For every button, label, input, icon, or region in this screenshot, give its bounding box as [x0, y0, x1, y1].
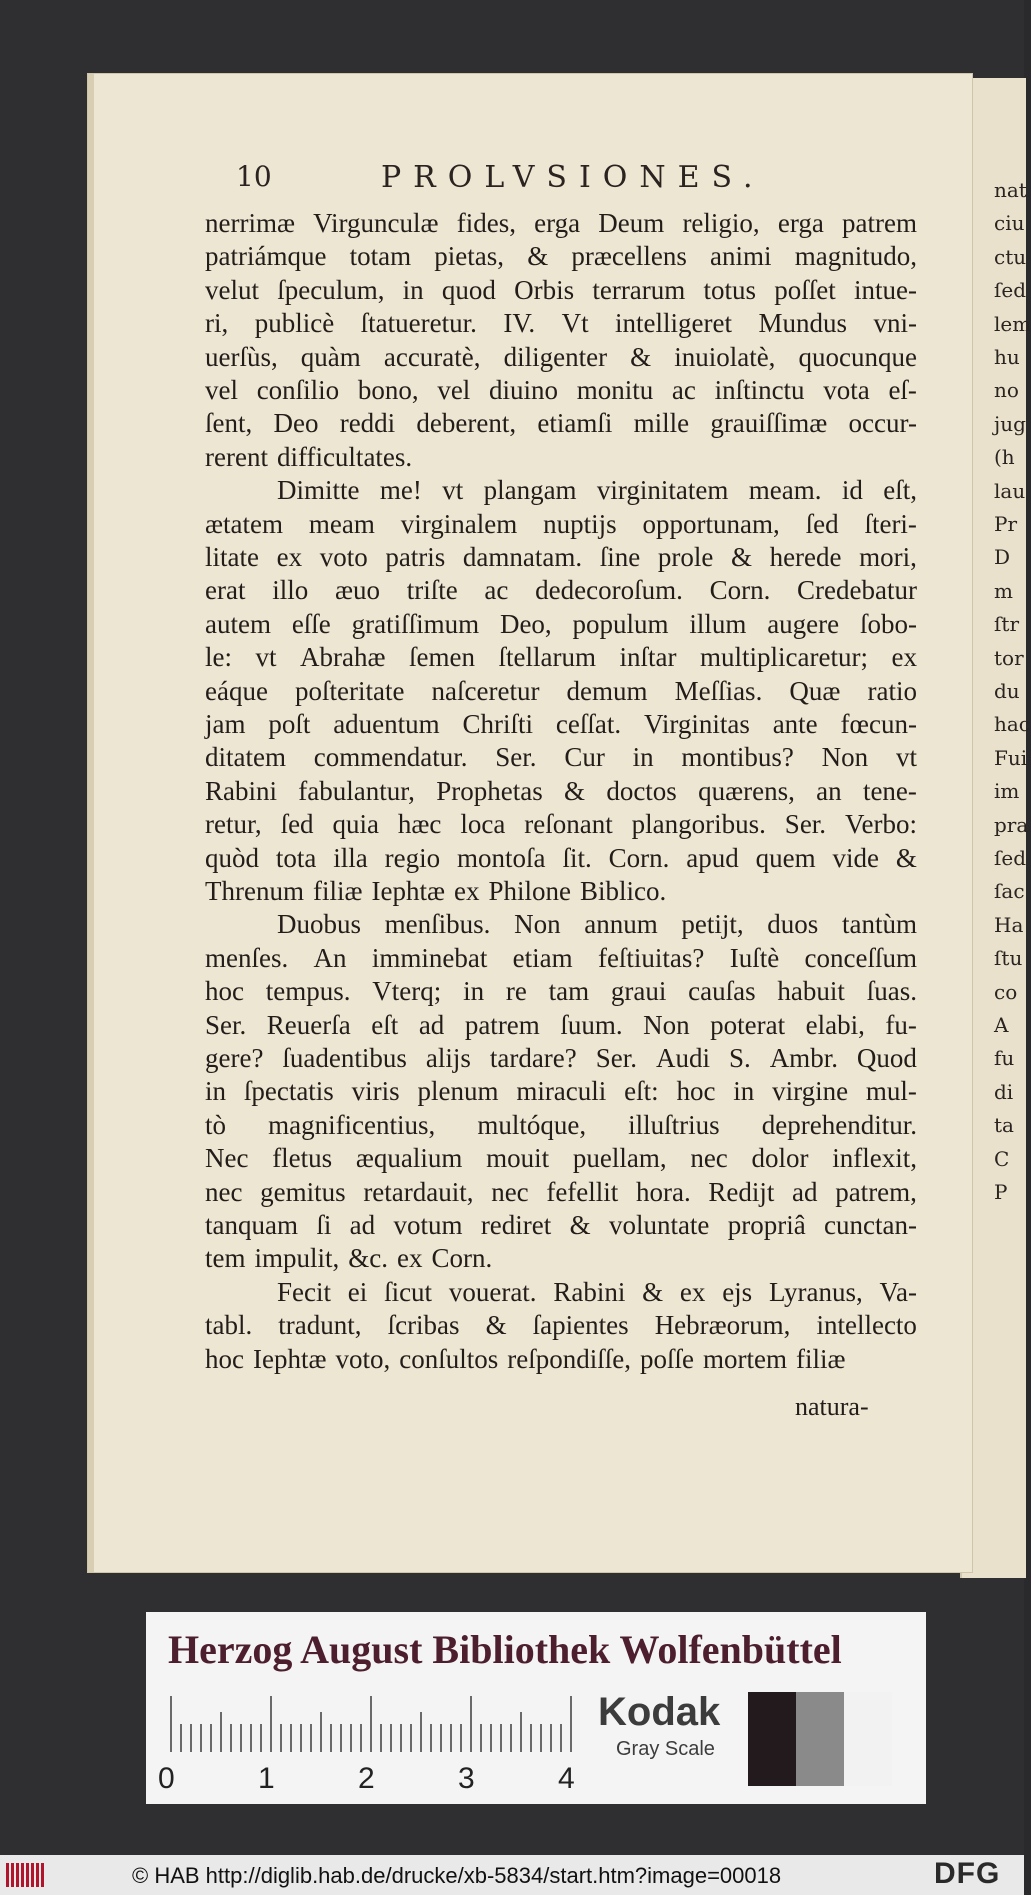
adjacent-page-fragment: hac: [994, 712, 1031, 737]
text-line: ditatem commendatur. Ser. Cur in montibus? Non vt: [205, 742, 917, 773]
adjacent-page-fragment: co: [994, 979, 1018, 1004]
dfg-logo: DFG: [934, 1857, 1001, 1890]
text-line: Duobus menſibus. Non annum petijt, duos tantùm: [277, 909, 917, 940]
adjacent-page-fragment: di: [994, 1079, 1014, 1104]
text-line: menſes. An imminebat etiam feſtiuitas? Iuſtè conceſſum: [205, 942, 917, 973]
adjacent-page-fragment: ſac: [994, 879, 1025, 904]
ruler-tick: [560, 1724, 562, 1752]
library-name: Herzog August Bibliothek Wolfenbüttel: [168, 1627, 842, 1672]
ruler-tick: [190, 1724, 192, 1752]
gray-patch-mid: [796, 1692, 844, 1786]
text-line: ri, publicè ſtatueretur. IV. Vt intelligeret Mundus vni-: [205, 308, 917, 339]
adjacent-page-fragment: Fui: [994, 745, 1028, 770]
text-line: quòd tota illa regio montoſa ſit. Corn. apud quem vide &: [205, 842, 917, 873]
ruler-tick: [360, 1724, 362, 1752]
ruler-scale: [170, 1696, 582, 1752]
ruler-tick: [230, 1724, 232, 1752]
text-line: in ſpectatis viris plenum miraculi eſt: hoc in virgine mul-: [205, 1076, 917, 1107]
text-line: gere? ſuadentibus alijs tardare? Ser. Audi S. Ambr. Quod: [205, 1043, 917, 1073]
text-line: eáque poſteritate naſceretur demum Meſſias. Quæ ratio: [205, 675, 917, 706]
running-title: PROLVSIONES.: [381, 160, 765, 195]
text-line: tabl. tradunt, ſcribas & ſapientes Hebræorum, intellecto: [205, 1310, 917, 1341]
ruler-tick: [530, 1724, 532, 1752]
ruler-tick: [440, 1724, 442, 1752]
ruler-tick: [500, 1724, 502, 1752]
ruler-tick: [370, 1696, 372, 1752]
color-calibration-bar: [146, 1612, 926, 1804]
text-line: Fecit ei ſicut vouerat. Rabini & ex ejs Lyranus, Va-: [277, 1276, 917, 1307]
ruler-number: 0: [158, 1762, 175, 1795]
body-text: [205, 208, 917, 1408]
ruler-tick: [380, 1724, 382, 1752]
ruler-number: 2: [358, 1762, 375, 1795]
text-line: erat illo æuo triſte ac dedecoroſum. Corn. Credebatur: [205, 575, 917, 606]
adjacent-page-fragment: C: [994, 1146, 1010, 1171]
text-line: Rabini fabulantur, Prophetas & doctos quærens, an tene-: [205, 775, 917, 806]
adjacent-page-fragment: nat: [994, 178, 1027, 202]
ruler-tick: [250, 1724, 252, 1752]
adjacent-page-fragment: pra: [994, 812, 1029, 837]
text-line: autem eſſe gratiſſimum Deo, populum illum augere ſobo-: [205, 608, 917, 639]
text-line: Threnum filiæ Iephtæ ex Philone Biblico.: [205, 876, 667, 906]
adjacent-page-fragment: du: [994, 679, 1020, 703]
gray-patch-light: [844, 1692, 892, 1786]
ruler-tick: [240, 1724, 242, 1752]
adjacent-page-fragment: ſtu: [994, 946, 1023, 971]
ruler-tick: [540, 1724, 542, 1752]
ruler-tick: [200, 1724, 202, 1752]
ruler-tick: [510, 1724, 512, 1752]
text-line: hoc Iephtæ voto, conſultos reſpondiſſe, poſſe mortem filiæ: [205, 1343, 846, 1374]
text-line: velut ſpeculum, in quod Orbis terrarum totus poſſet intue-: [205, 274, 917, 305]
ruler-tick: [340, 1724, 342, 1752]
text-line: uerſùs, quàm accuratè, diligenter & inuiolatè, quocunque: [205, 341, 917, 372]
ruler-tick: [520, 1712, 522, 1752]
ruler-tick: [460, 1724, 462, 1752]
adjacent-page-fragment: tor: [994, 645, 1024, 670]
adjacent-page-fragment: m: [994, 578, 1013, 603]
text-line: jam poſt aduentum Chriſti ceſſat. Virginitas ante fœcun-: [205, 709, 917, 739]
page-header: [236, 160, 806, 204]
text-line: ſent, Deo reddi deberent, etiamſi mille grauiſſimæ occur-: [205, 408, 917, 439]
ruler-tick: [430, 1724, 432, 1752]
ruler-tick: [470, 1696, 472, 1752]
adjacent-page-fragment: (h: [994, 445, 1015, 470]
copyright-url[interactable]: © HAB http://diglib.hab.de/drucke/xb-5834/start.htm?image=00018: [132, 1863, 782, 1888]
text-line: retur, ſed quia hæc loca reſonant plangoribus. Ser. Verbo:: [205, 809, 917, 840]
text-line: Nec fletus æqualium mouit puellam, nec dolor inflexit,: [205, 1143, 917, 1174]
footer-bar: [0, 1855, 1024, 1895]
ruler-tick: [280, 1724, 282, 1752]
ruler-tick: [390, 1724, 392, 1752]
adjacent-page-fragment: ta: [994, 1113, 1014, 1138]
kodak-logo: Kodak: [598, 1690, 721, 1734]
adjacent-page-fragment: jug: [994, 411, 1026, 436]
adjacent-page-fragment: Ha: [994, 912, 1024, 937]
text-line: nec gemitus retardauit, nec fefellit hora. Redijt ad patrem,: [205, 1176, 917, 1207]
adjacent-page-fragment: Pr: [994, 512, 1018, 536]
adjacent-page-fragment: P: [994, 1180, 1008, 1204]
ruler-tick: [270, 1696, 272, 1752]
text-line: le: vt Abrahæ ſemen ſtellarum inſtar multiplicaretur; ex: [205, 642, 917, 673]
adjacent-page-fragment: ctu: [994, 244, 1027, 269]
ruler-tick: [480, 1724, 482, 1752]
text-line: tò magnificentius, multóque, illuſtrius deprehenditur.: [205, 1109, 917, 1140]
adjacent-page-fragment: ſed: [994, 278, 1027, 303]
text-line: vel conſilio bono, vel diuino monitu ac inſtinctu vota eſ-: [205, 375, 917, 405]
adjacent-page-fragment: A: [994, 1013, 1009, 1037]
text-line: hoc tempus. Vterq; in re tam graui cauſas habuit ſuas.: [205, 976, 917, 1007]
adjacent-page-fragment: D: [994, 545, 1011, 570]
ruler-tick: [400, 1724, 402, 1752]
ruler-tick: [260, 1724, 262, 1752]
ruler-tick: [290, 1724, 292, 1752]
ruler-number: 4: [558, 1762, 575, 1795]
text-line: rerent difficultates.: [205, 441, 413, 472]
ruler-tick: [450, 1724, 452, 1752]
ruler-tick: [350, 1724, 352, 1752]
text-line: Ser. Reuerſa eſt ad patrem ſuum. Non poterat elabi, fu-: [205, 1009, 917, 1040]
ruler-tick: [300, 1724, 302, 1752]
page-number: 10: [236, 160, 272, 193]
text-line: tanquam ſi ad votum rediret & voluntate propriâ cunctan-: [205, 1210, 917, 1240]
ruler-tick: [330, 1724, 332, 1752]
adjacent-page-fragment: fu: [994, 1046, 1015, 1071]
ruler-number: 1: [258, 1762, 275, 1795]
gray-patch-dark: [748, 1692, 796, 1786]
ruler-tick: [180, 1724, 182, 1752]
adjacent-page-fragment: lem: [994, 311, 1031, 336]
text-line: nerrimæ Virgunculæ fides, erga Deum religio, erga patrem: [205, 208, 917, 238]
catchword: natura-: [795, 1392, 869, 1421]
text-line: tem impulit, &c. ex Corn.: [205, 1243, 493, 1274]
ruler-number: 3: [458, 1762, 475, 1795]
adjacent-page-fragment: ciu: [994, 211, 1025, 236]
adjacent-page-fragment: hu: [994, 345, 1020, 369]
ruler-tick: [410, 1724, 412, 1752]
text-line: litate ex voto patris damnatam. ſine prole & herede mori,: [205, 542, 917, 572]
adjacent-page-fragment: ſtr: [994, 612, 1019, 637]
ruler-tick: [490, 1724, 492, 1752]
ruler-tick: [310, 1724, 312, 1752]
gray-scale-label: Gray Scale: [616, 1738, 715, 1760]
text-line: patriámque totam pietas, & præcellens animi magnitudo,: [205, 241, 917, 272]
adjacent-page-fragment: ſed: [994, 846, 1027, 870]
text-line: Dimitte me! vt plangam virginitatem meam. id eſt,: [277, 475, 917, 506]
ruler-tick: [420, 1712, 422, 1752]
ruler-numbers: [150, 1762, 590, 1796]
ruler-tick: [220, 1712, 222, 1752]
ruler-tick: [170, 1696, 172, 1752]
ruler-tick: [210, 1724, 212, 1752]
text-line: ætatem meam virginalem nuptijs opportunam, ſed ſteri-: [205, 508, 917, 539]
hab-logo-icon: [6, 1863, 46, 1887]
ruler-tick: [570, 1696, 572, 1752]
adjacent-page-fragment: im: [994, 779, 1020, 804]
adjacent-page-fragment: lau: [994, 478, 1026, 503]
ruler-tick: [550, 1724, 552, 1752]
ruler-tick: [320, 1712, 322, 1752]
adjacent-page-fragment: no: [994, 378, 1019, 403]
